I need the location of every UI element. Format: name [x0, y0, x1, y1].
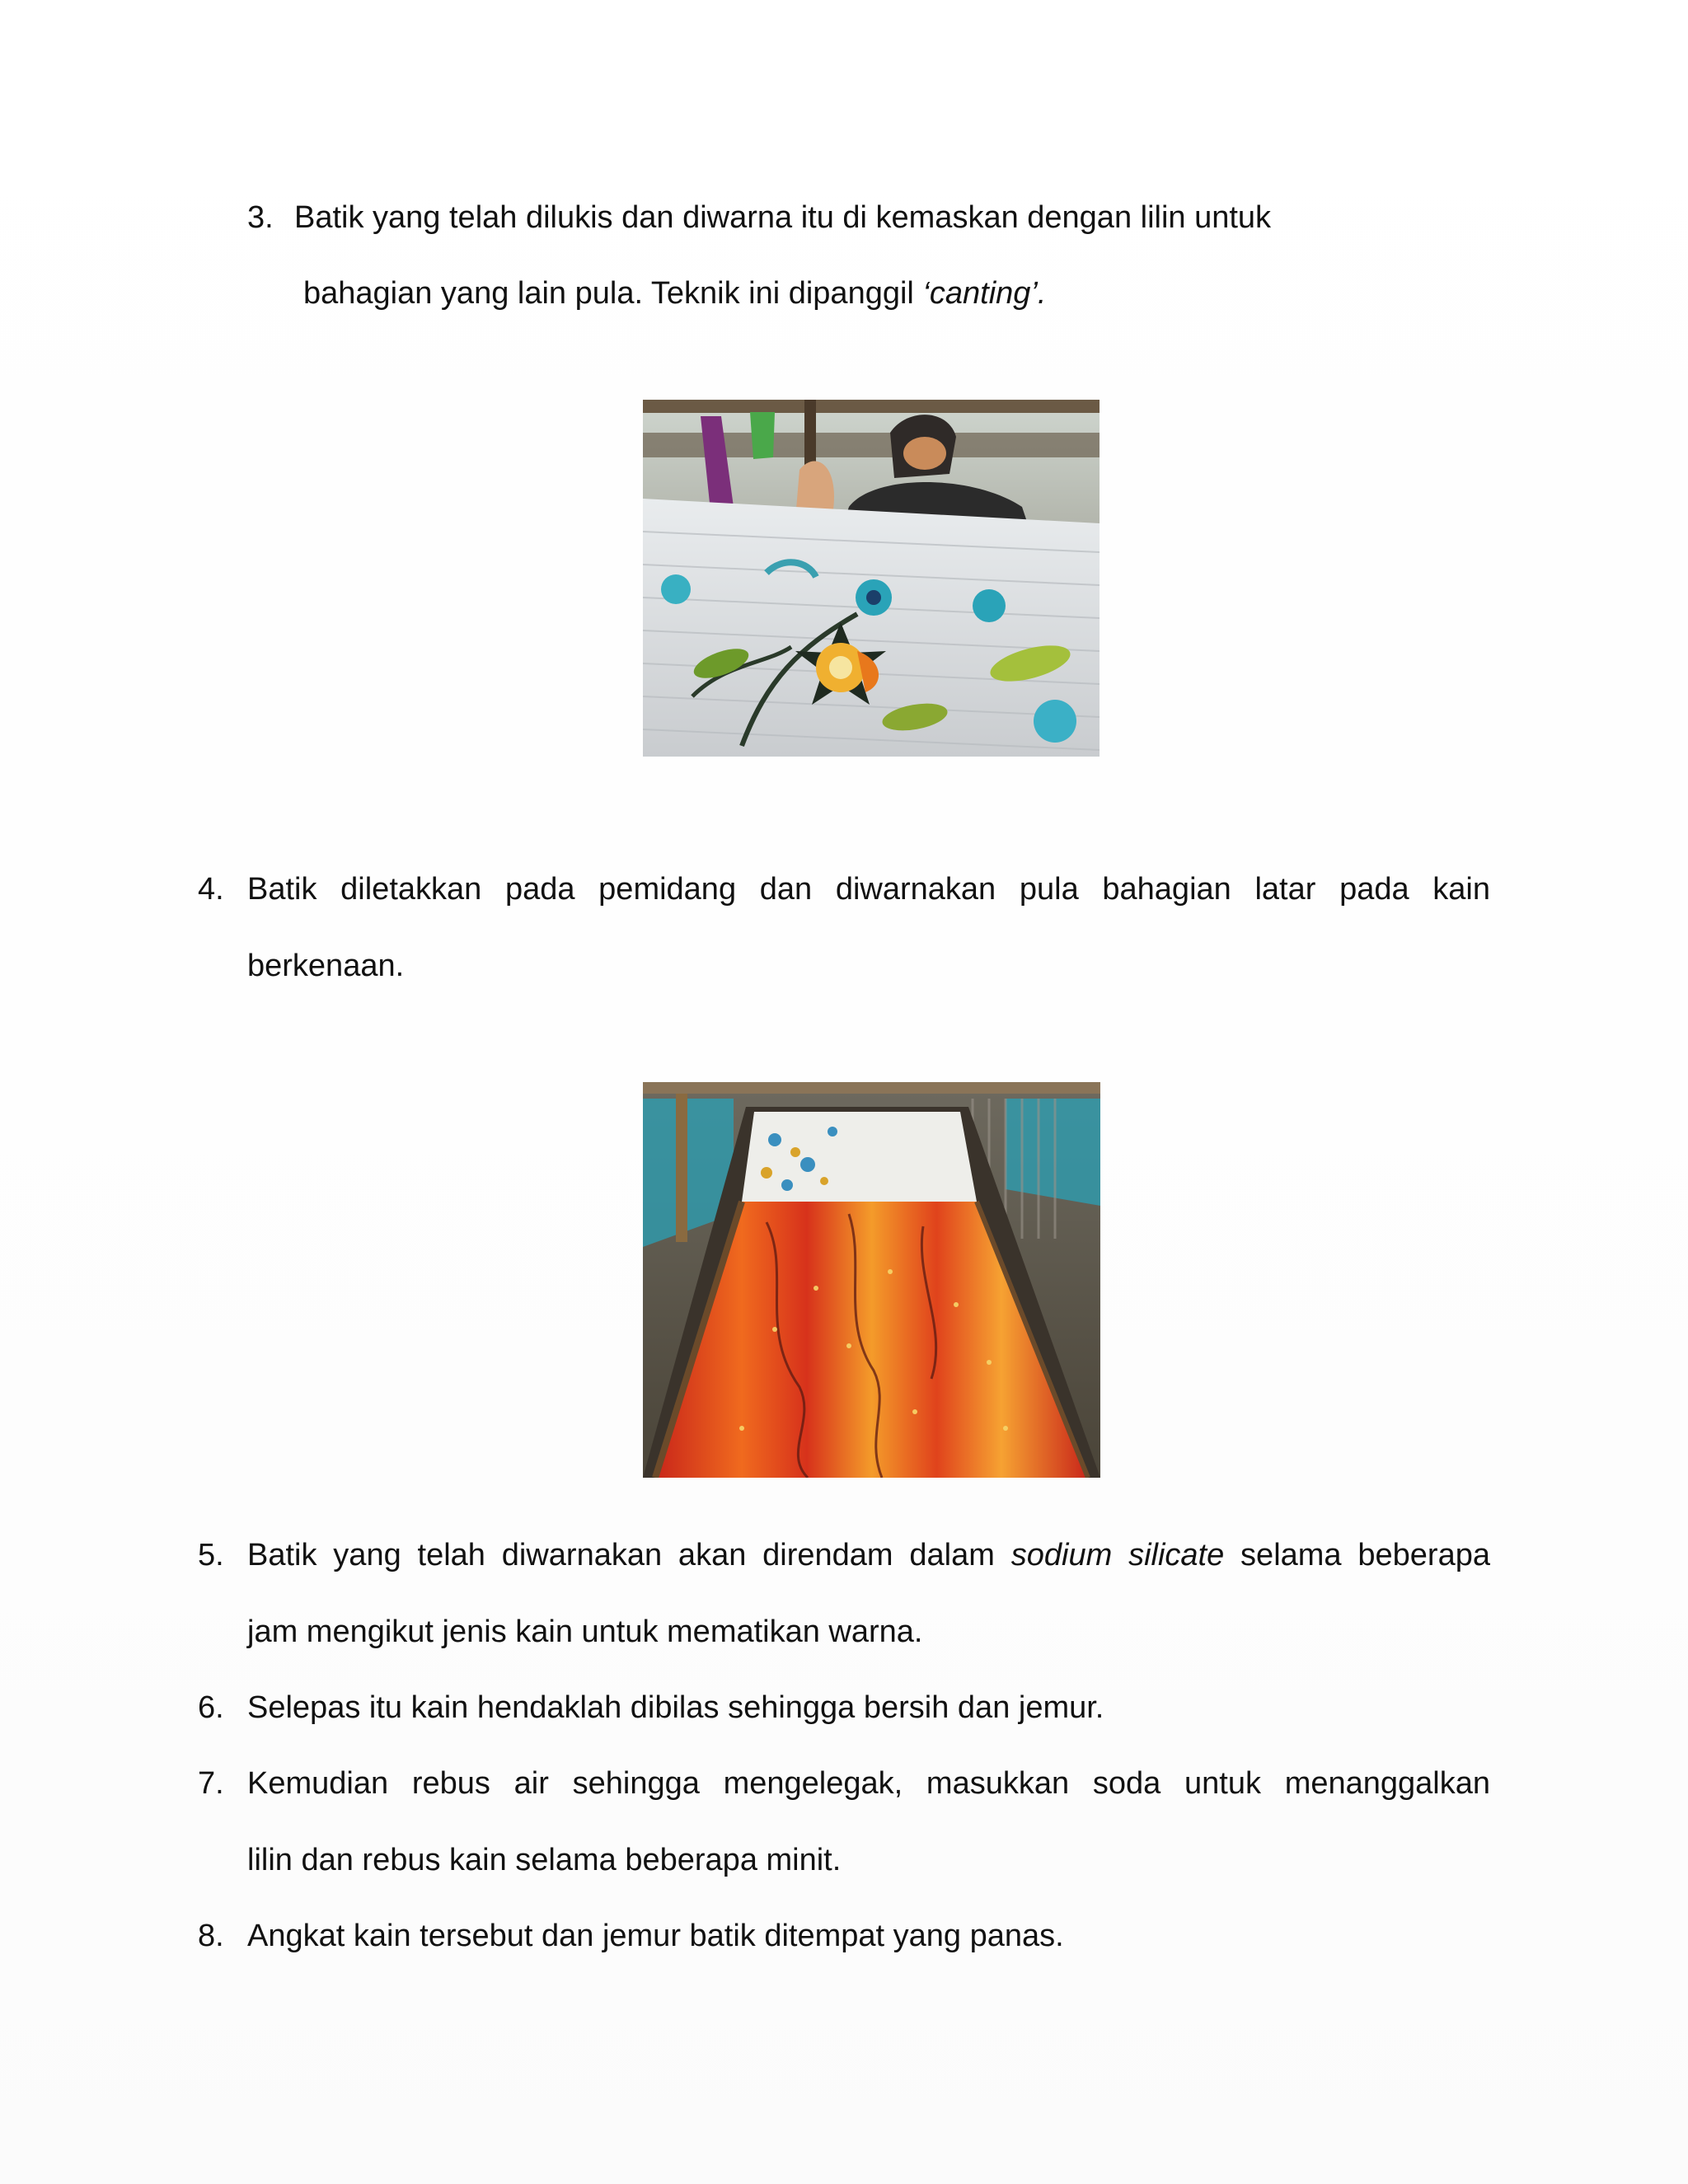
- item-8-number: 8.: [198, 1919, 224, 1953]
- item-5-number: 5.: [198, 1538, 224, 1572]
- item-7-line-2: lilin dan rebus kain selama beberapa minit.: [247, 1843, 842, 1877]
- item-3-line-1: Batik yang telah dilukis dan diwarna itu di kemaskan dengan lilin untuk: [294, 200, 1272, 235]
- canting-photo: [643, 400, 1100, 757]
- canting-photo-illustration: [643, 400, 1100, 757]
- item-7-number: 7.: [198, 1766, 224, 1801]
- frame-photo: [643, 1082, 1100, 1478]
- item-4-line-1: Batik diletakkan pada pemidang dan diwarnakan pula bahagian latar pada kain: [247, 872, 1490, 907]
- item-3-term-canting: ‘canting’.: [922, 276, 1047, 311]
- item-4-number: 4.: [198, 872, 224, 907]
- item-5-line-2: jam mengikut jenis kain untuk mematikan warna.: [247, 1615, 923, 1649]
- item-8-line-1: Angkat kain tersebut dan jemur batik ditempat yang panas.: [247, 1919, 1064, 1953]
- item-6-number: 6.: [198, 1690, 224, 1725]
- item-5-term-sodium-silicate: sodium silicate: [1010, 1538, 1225, 1572]
- frame-photo-illustration: [643, 1082, 1100, 1478]
- item-4-line-2: berkenaan.: [247, 949, 405, 983]
- item-3-line-2: [303, 274, 1046, 313]
- item-6-line-1: Selepas itu kain hendaklah dibilas sehingga bersih dan jemur.: [247, 1690, 1104, 1725]
- item-3-line-2-text: bahagian yang lain pula. Teknik ini dipanggil: [303, 276, 923, 311]
- item-7-line-1: Kemudian rebus air sehingga mengelegak, masukkan soda untuk menanggalkan: [247, 1766, 1490, 1801]
- item-3-number: 3.: [247, 200, 274, 235]
- item-5-line-1-text: Batik yang telah diwarnakan akan direndam dalam: [247, 1538, 1011, 1572]
- item-5-line-1-tail: selama beberapa: [1224, 1538, 1490, 1572]
- item-5-line-1: [247, 1535, 1490, 1575]
